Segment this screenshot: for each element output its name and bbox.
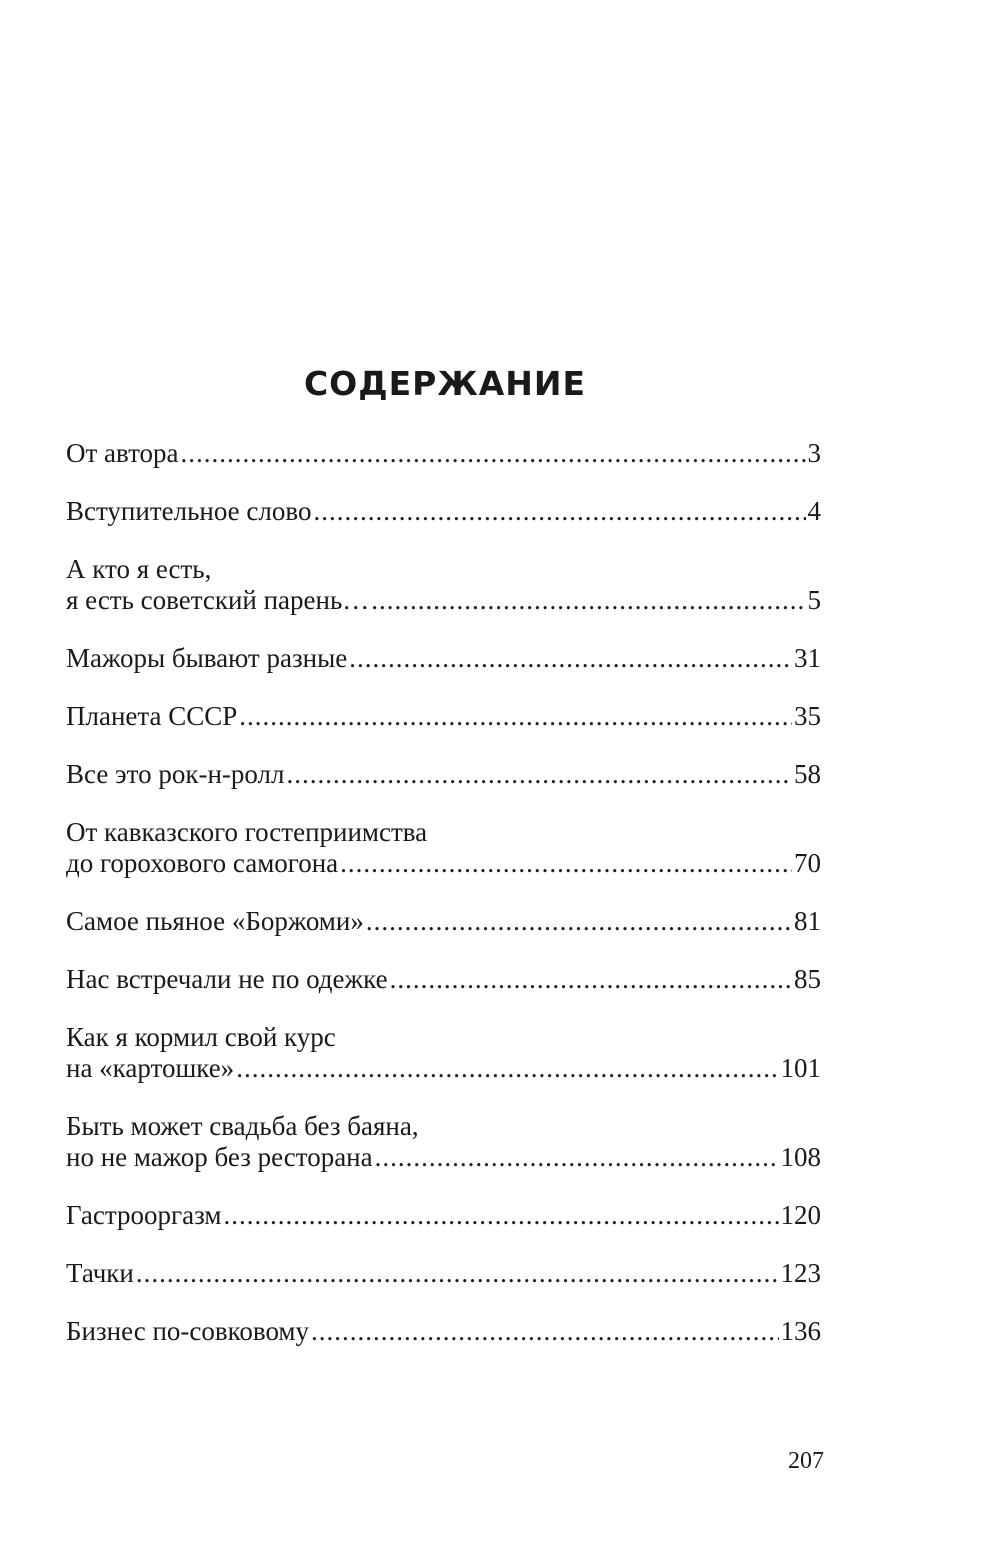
toc-entry-page: 58 (794, 759, 821, 789)
toc-entry-title: Тачки (66, 1258, 134, 1288)
toc-entry-page: 31 (794, 643, 821, 673)
toc-entry-line (66, 759, 821, 790)
toc-entry-page: 35 (794, 701, 821, 731)
toc-entry (66, 554, 821, 616)
toc-entry-line (66, 1142, 821, 1173)
toc-entry-title: на «картошке» (66, 1053, 235, 1083)
toc-entry-title: Нас встречали не по одежке (66, 964, 388, 994)
dot-leader (340, 848, 792, 879)
dot-leader (286, 759, 792, 790)
toc-entry-page: 70 (794, 848, 821, 878)
toc-entry (66, 701, 821, 732)
toc-entry-page: 4 (807, 496, 821, 526)
toc-entry-line (66, 906, 821, 937)
dot-leader (390, 964, 792, 995)
toc-entry-line (66, 1053, 821, 1084)
toc-entry-page: 3 (807, 438, 821, 468)
toc-entry-title: Самое пьяное «Боржоми» (66, 906, 364, 936)
toc-entry-title: Все это рок-н-ролл (66, 759, 285, 789)
toc-entry-title: я есть советский парень… (66, 585, 370, 615)
dot-leader (239, 701, 792, 732)
toc-entry (66, 759, 821, 790)
toc-entry-title-line: Быть может свадьба без баяна, (66, 1111, 419, 1141)
toc-entry-title: Вступительное слово (66, 496, 312, 526)
toc-entry-page: 108 (780, 1142, 821, 1172)
toc-entry-line (66, 643, 821, 674)
toc-entry-page: 136 (780, 1316, 821, 1346)
page-title: СОДЕРЖАНИЕ (303, 364, 587, 403)
toc-entry (66, 643, 821, 674)
toc-entry (66, 1111, 821, 1173)
toc-entry-page: 81 (794, 906, 821, 936)
table-of-contents (66, 438, 821, 1374)
toc-entry-title: Бизнес по-совковому (66, 1316, 310, 1346)
toc-entry-page: 123 (780, 1258, 821, 1288)
dot-leader (366, 906, 792, 937)
toc-entry (66, 964, 821, 995)
toc-entry-line (66, 1258, 821, 1289)
toc-entry-title: От автора (66, 438, 179, 468)
toc-entry-title-line: А кто я есть, (66, 554, 212, 584)
dot-leader (311, 1316, 778, 1347)
dot-leader (236, 1053, 778, 1084)
page-number: 207 (788, 1448, 824, 1474)
dot-leader (223, 1200, 778, 1231)
toc-entry-page: 101 (780, 1053, 821, 1083)
dot-leader (313, 496, 805, 527)
dot-leader (349, 643, 792, 674)
toc-entry-title: Планета СССР (66, 701, 238, 731)
dot-leader (375, 1142, 779, 1173)
toc-entry (66, 906, 821, 937)
toc-entry (66, 496, 821, 527)
dot-leader (371, 585, 805, 616)
toc-entry-line (66, 701, 821, 732)
dot-leader (181, 438, 806, 469)
toc-entry-line (66, 848, 821, 879)
toc-entry-line (66, 438, 821, 469)
toc-entry (66, 1258, 821, 1289)
toc-entry-line (66, 496, 821, 527)
toc-entry (66, 817, 821, 879)
toc-entry-page: 5 (807, 585, 821, 615)
toc-entry-line (66, 585, 821, 616)
toc-entry-title: Мажоры бывают разные (66, 643, 348, 673)
toc-entry (66, 1022, 821, 1084)
toc-entry-title-line: От кавказского гостеприимства (66, 817, 428, 847)
toc-entry-line (66, 1200, 821, 1231)
toc-entry-page: 120 (780, 1200, 821, 1230)
toc-entry-title: но не мажор без ресторана (66, 1142, 373, 1172)
toc-entry-title-line: Как я кормил свой курс (66, 1022, 336, 1052)
toc-entry (66, 438, 821, 469)
toc-entry-title: Гастрооргазм (66, 1200, 222, 1230)
toc-entry-line (66, 1316, 821, 1347)
toc-entry-line (66, 964, 821, 995)
dot-leader (136, 1258, 779, 1289)
toc-entry-page: 85 (794, 964, 821, 994)
toc-entry (66, 1316, 821, 1347)
toc-entry-title: до горохового самогона (66, 848, 339, 878)
toc-entry (66, 1200, 821, 1231)
